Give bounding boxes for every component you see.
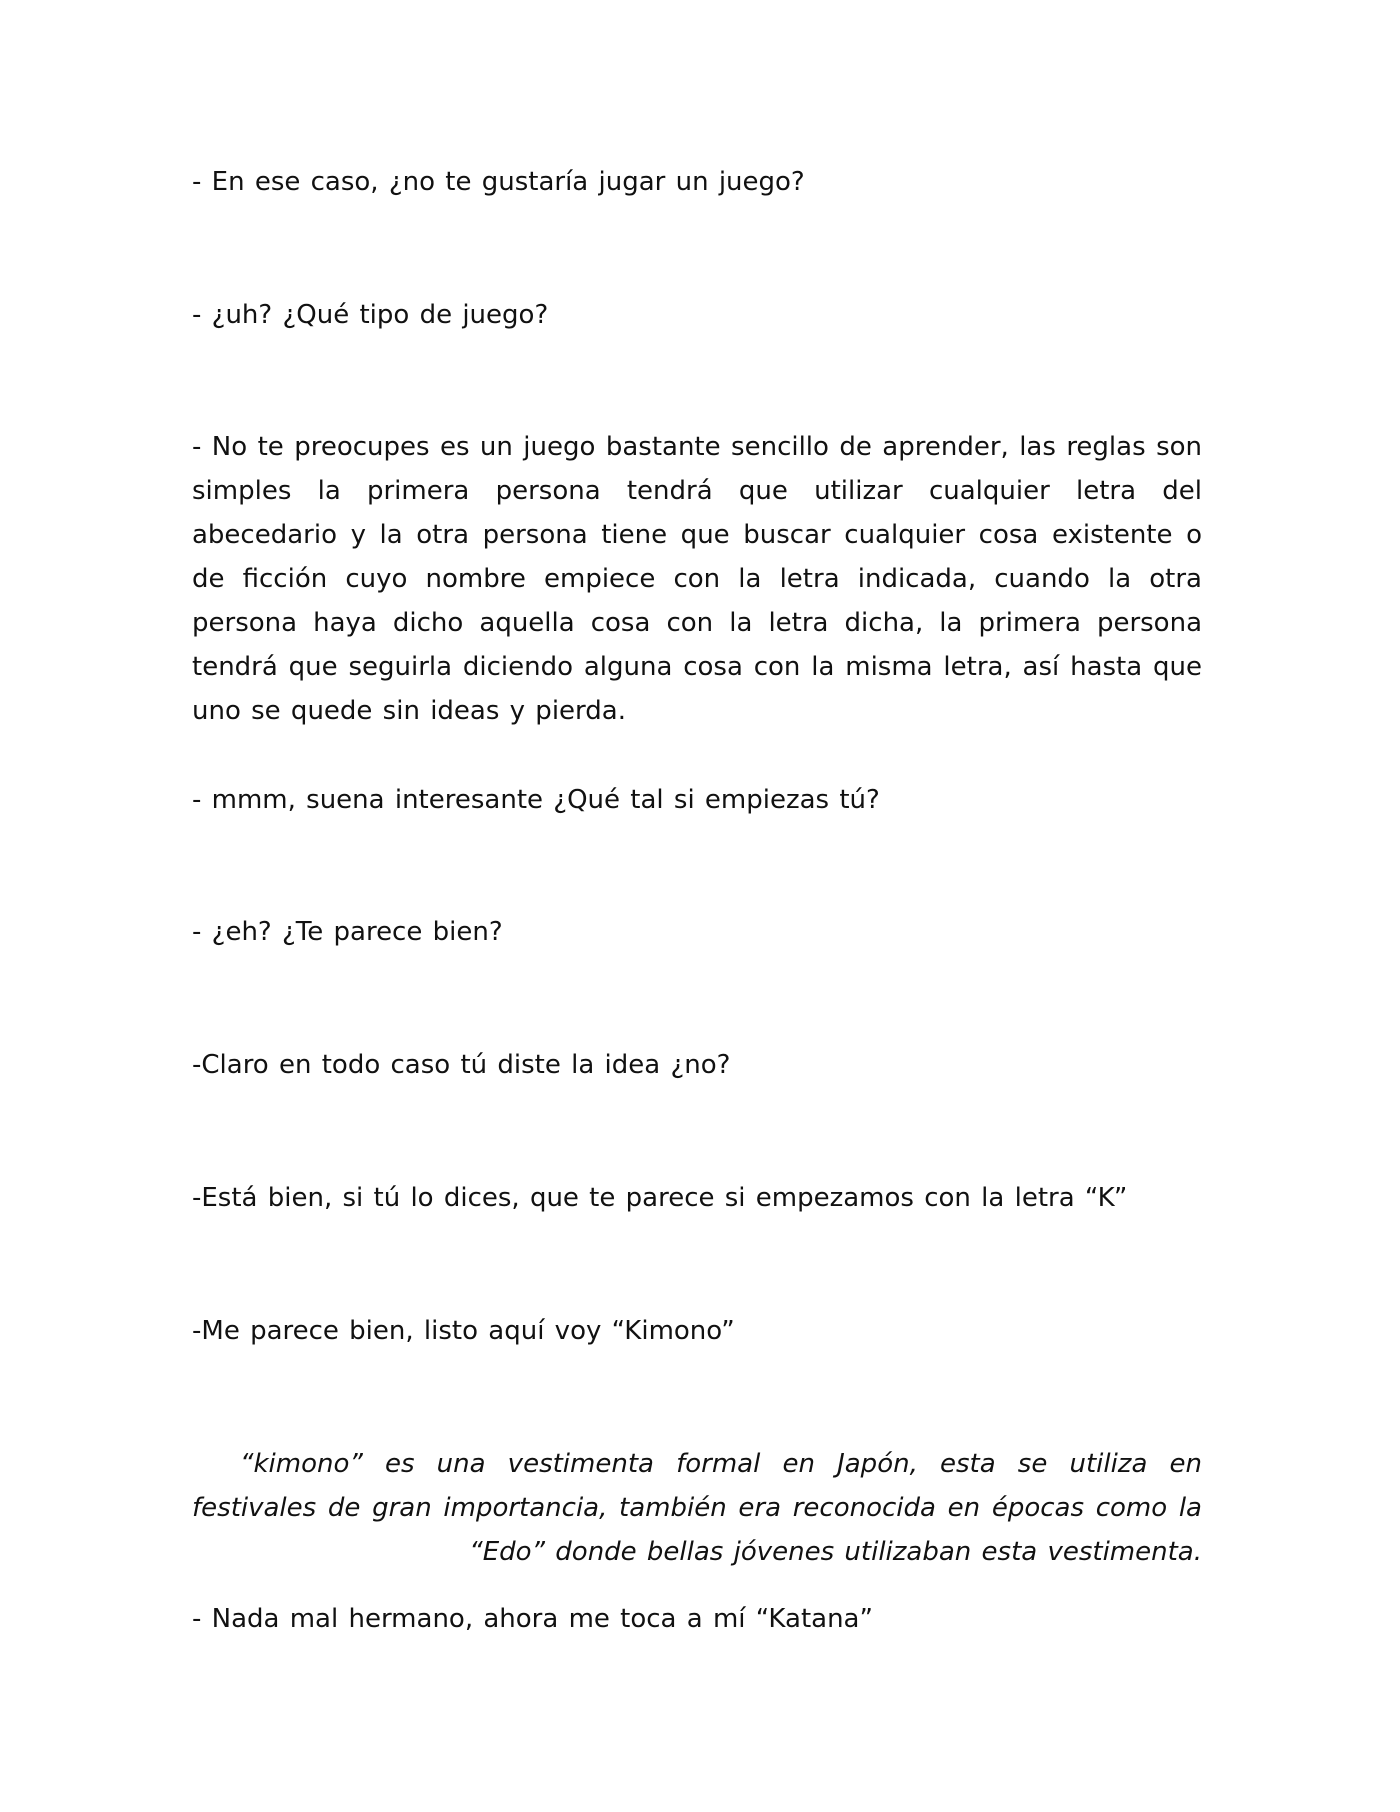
dialogue-line-7: -Está bien, si tú lo dices, que te parece si empezamos con la letra “K” bbox=[192, 1183, 1128, 1213]
dialogue-line-8: -Me parece bien, listo aquí voy “Kimono” bbox=[192, 1316, 735, 1346]
dialogue-line-4: - mmm, suena interesante ¿Qué tal si empiezas tú? bbox=[192, 785, 880, 815]
dialogue-line-last: - Nada mal hermano, ahora me toca a mí “Katana” bbox=[192, 1604, 873, 1634]
dialogue-line-1: - En ese caso, ¿no te gustaría jugar un juego? bbox=[192, 167, 805, 197]
dialogue-line-5: - ¿eh? ¿Te parece bien? bbox=[192, 917, 503, 947]
dialogue-rules-paragraph: - No te preocupes es un juego bastante sencillo de aprender, las reglas son simples la primera persona tendrá que utilizar cualquier letra del abecedario y la otra persona tiene que buscar cualquier cosa existente o de ficción cuyo nombre empiece con la letra indicada, cuando la otra persona haya dicho aquella cosa con la letra dicha, la primera persona tendrá que seguirla diciendo alguna cosa con la misma letra, así hasta que uno se quede sin ideas y pierda. bbox=[192, 432, 1202, 726]
dialogue-line-2: - ¿uh? ¿Qué tipo de juego? bbox=[192, 300, 549, 330]
dialogue-line-6: -Claro en todo caso tú diste la idea ¿no? bbox=[192, 1050, 731, 1080]
narration-paragraph: “kimono” es una vestimenta formal en Japón, esta se utiliza en festivales de gran importancia, también era reconocida en épocas como la “Edo” donde bellas jóvenes utilizaban esta vestimenta. bbox=[192, 1449, 1202, 1567]
